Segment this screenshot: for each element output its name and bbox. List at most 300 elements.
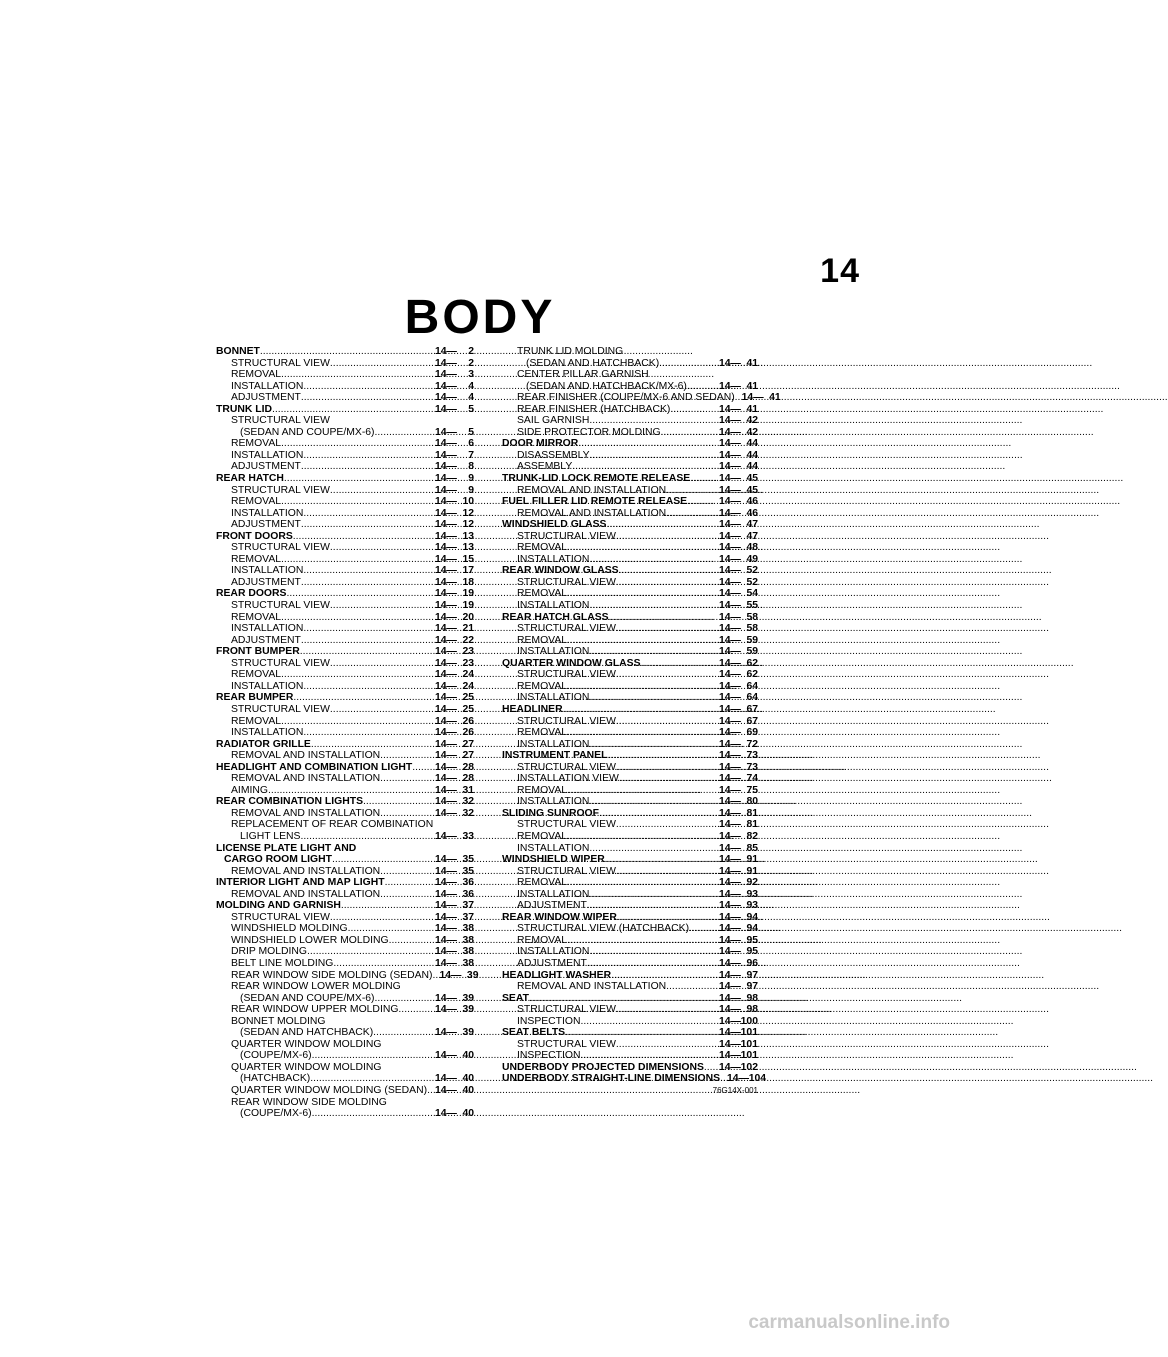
page-prefix: 14— bbox=[435, 438, 457, 450]
dot-leader bbox=[380, 750, 432, 762]
toc-entry-title: REAR BUMPER bbox=[216, 692, 294, 704]
toc-entry-title: (HATCHBACK) bbox=[240, 1073, 311, 1085]
dot-leader bbox=[301, 577, 432, 589]
page-reference bbox=[432, 762, 474, 774]
toc-entry bbox=[216, 704, 474, 716]
page-prefix: 14— bbox=[435, 565, 457, 577]
page-reference bbox=[432, 773, 474, 785]
page-reference bbox=[432, 912, 474, 924]
toc-entry-title: REAR WINDOW SIDE MOLDING (SEDAN) bbox=[231, 969, 433, 981]
toc-entry bbox=[502, 438, 758, 450]
toc-entry-title: (SEDAN AND HATCHBACK/MX-6) bbox=[526, 380, 687, 392]
toc-entry-title: REMOVAL AND INSTALLATION bbox=[231, 888, 381, 900]
page-prefix: 14— bbox=[435, 623, 457, 635]
toc-entry bbox=[216, 612, 474, 624]
page-prefix: 14— bbox=[719, 530, 741, 542]
dot-leader bbox=[587, 900, 716, 912]
page-number: 19 bbox=[462, 600, 474, 612]
page-number: 12 bbox=[462, 507, 474, 519]
page-number: 41 bbox=[769, 392, 781, 404]
toc-entry-title: REMOVAL bbox=[231, 553, 282, 565]
dot-leader bbox=[616, 531, 716, 543]
page-reference bbox=[432, 808, 474, 820]
page-prefix: 14— bbox=[435, 346, 457, 357]
toc-entry-title: FUEL FILLER LID REMOTE RELEASE bbox=[502, 496, 688, 508]
page-number: 101 bbox=[740, 1027, 758, 1039]
toc-entry-title: RADIATOR GRILLE bbox=[216, 738, 311, 750]
toc-entry bbox=[216, 958, 474, 970]
dot-leader bbox=[567, 877, 716, 889]
page-prefix: 14— bbox=[719, 877, 741, 889]
page-prefix: 14— bbox=[719, 727, 741, 739]
toc-entry bbox=[216, 496, 474, 508]
toc-entry bbox=[216, 808, 474, 820]
toc-entry bbox=[216, 485, 474, 497]
page-reference bbox=[432, 519, 474, 531]
page-number: 82 bbox=[746, 830, 758, 842]
page-reference bbox=[716, 658, 758, 670]
dot-leader bbox=[281, 496, 432, 508]
page-reference bbox=[716, 854, 758, 866]
dot-leader bbox=[363, 796, 432, 808]
page-prefix: 14— bbox=[741, 392, 764, 404]
dot-leader bbox=[616, 669, 716, 681]
toc-entry bbox=[216, 646, 474, 658]
toc-entry-title: STRUCTURAL VIEW bbox=[517, 623, 616, 635]
page-number: 93 bbox=[746, 888, 758, 900]
page-number: 35 bbox=[462, 865, 474, 877]
page-reference bbox=[432, 739, 474, 751]
page-reference bbox=[432, 716, 474, 728]
page-reference bbox=[432, 900, 474, 912]
toc-entry bbox=[216, 427, 474, 439]
toc-entry-title: STRUCTURAL VIEW bbox=[231, 357, 330, 369]
page-number: 9 bbox=[468, 473, 474, 485]
toc-entry bbox=[216, 600, 474, 612]
page-number: 97 bbox=[746, 969, 758, 981]
toc-entry-title: STRUCTURAL VIEW bbox=[517, 1038, 616, 1050]
page-number: 4 bbox=[468, 380, 474, 392]
page-number: 95 bbox=[746, 946, 758, 958]
toc-entry-title: STRUCTURAL VIEW (HATCHBACK) bbox=[517, 923, 690, 935]
dot-leader bbox=[380, 773, 432, 785]
page-reference bbox=[432, 1004, 474, 1016]
toc-entry bbox=[502, 889, 758, 901]
page-reference bbox=[432, 612, 474, 624]
page-reference bbox=[432, 461, 474, 473]
page-reference bbox=[724, 1073, 766, 1085]
page-prefix: 14— bbox=[719, 357, 741, 369]
toc-entry bbox=[502, 1062, 758, 1074]
toc-entry bbox=[216, 404, 474, 416]
page-prefix: 14— bbox=[435, 634, 457, 646]
page-reference bbox=[432, 946, 474, 958]
toc-entry-title: STRUCTURAL VIEW bbox=[231, 415, 330, 427]
page-prefix: 14— bbox=[435, 946, 457, 958]
page-prefix: 14— bbox=[719, 842, 741, 854]
toc-entry bbox=[502, 392, 781, 404]
toc-entry-title: REAR WINDOW WIPER bbox=[502, 911, 617, 923]
toc-entry-title: REMOVAL AND INSTALLATION bbox=[231, 773, 381, 785]
page-number: 20 bbox=[462, 611, 474, 623]
page-prefix: 14— bbox=[435, 542, 457, 554]
page-prefix: 14— bbox=[435, 1073, 457, 1085]
page-number: 38 bbox=[462, 946, 474, 958]
page-number: 52 bbox=[746, 565, 758, 577]
page-reference bbox=[716, 866, 758, 878]
page-prefix: 14— bbox=[719, 461, 741, 473]
toc-entry-title: INSTALLATION bbox=[517, 946, 590, 958]
page-reference bbox=[716, 635, 758, 647]
toc-entry bbox=[216, 623, 474, 635]
dot-leader bbox=[589, 692, 716, 704]
page-number: 64 bbox=[746, 680, 758, 692]
toc-entry bbox=[502, 658, 758, 670]
toc-entry-title: QUARTER WINDOW GLASS bbox=[502, 657, 641, 669]
page-reference bbox=[716, 415, 758, 427]
page-prefix: 14— bbox=[719, 796, 741, 808]
page-prefix: 14— bbox=[435, 357, 457, 369]
toc-entry bbox=[216, 450, 474, 462]
toc-entry bbox=[216, 508, 474, 520]
dot-leader bbox=[589, 739, 716, 751]
page-number: 27 bbox=[462, 750, 474, 762]
page-prefix: 14— bbox=[435, 496, 457, 508]
page-prefix: 14— bbox=[435, 588, 457, 600]
page-number: 26 bbox=[462, 727, 474, 739]
toc-entry bbox=[216, 565, 474, 577]
page-reference bbox=[716, 450, 758, 462]
page-reference bbox=[432, 427, 474, 439]
toc-entry bbox=[216, 1062, 474, 1074]
page-number: 24 bbox=[462, 669, 474, 681]
page-number: 54 bbox=[746, 588, 758, 600]
page-number: 46 bbox=[746, 507, 758, 519]
dot-leader bbox=[341, 900, 432, 912]
page-reference bbox=[716, 912, 758, 924]
page-number: 5 bbox=[468, 426, 474, 438]
page-reference bbox=[432, 646, 474, 658]
page-reference bbox=[716, 843, 758, 855]
page-number: 81 bbox=[746, 819, 758, 831]
page-prefix: 14— bbox=[435, 957, 457, 969]
page-number: 91 bbox=[746, 854, 758, 866]
page-reference bbox=[716, 704, 758, 716]
toc-entry-title: QUARTER WINDOW MOLDING (SEDAN) bbox=[231, 1085, 428, 1096]
toc-entry bbox=[216, 762, 474, 774]
toc-entry bbox=[502, 577, 758, 589]
page-reference bbox=[432, 831, 474, 843]
dot-leader bbox=[616, 866, 716, 878]
toc-entry bbox=[216, 681, 474, 693]
page-number: 81 bbox=[746, 807, 758, 819]
toc-entry bbox=[502, 358, 758, 370]
page-number: 37 bbox=[462, 911, 474, 923]
dot-leader bbox=[332, 854, 432, 866]
page-reference bbox=[432, 588, 474, 600]
toc-entry-title: STRUCTURAL VIEW bbox=[231, 911, 330, 923]
dot-leader bbox=[607, 519, 717, 531]
page-prefix: 14— bbox=[435, 830, 457, 842]
toc-entry bbox=[216, 1016, 474, 1028]
dot-leader bbox=[375, 427, 432, 439]
dot-leader bbox=[330, 704, 432, 716]
dot-leader bbox=[666, 508, 716, 520]
dot-leader bbox=[611, 970, 716, 982]
page-number: 59 bbox=[746, 634, 758, 646]
toc-entry-title: SEAT bbox=[502, 992, 529, 1004]
page-prefix: 14— bbox=[719, 934, 741, 946]
page-number: 7 bbox=[468, 449, 474, 461]
toc-entry bbox=[216, 750, 474, 762]
page-number: 47 bbox=[746, 519, 758, 531]
page-reference bbox=[716, 600, 758, 612]
toc-entry-title: ADJUSTMENT bbox=[231, 461, 301, 473]
page-reference bbox=[432, 877, 474, 889]
page-prefix: 14— bbox=[719, 761, 741, 773]
page-reference bbox=[432, 796, 474, 808]
page-number: 85 bbox=[746, 842, 758, 854]
dot-leader bbox=[589, 843, 716, 855]
toc-right-column bbox=[502, 346, 781, 1085]
dot-leader bbox=[619, 565, 716, 577]
page-reference bbox=[716, 1016, 758, 1028]
page-reference bbox=[716, 993, 758, 1005]
page-prefix: 14— bbox=[435, 507, 457, 519]
page-prefix: 14— bbox=[719, 784, 741, 796]
dot-leader bbox=[268, 785, 432, 797]
toc-entry-title: REMOVAL AND INSTALLATION bbox=[231, 807, 381, 819]
page-prefix: 14— bbox=[719, 773, 741, 785]
toc-entry-title: REAR WINDOW SIDE MOLDING bbox=[231, 1096, 387, 1108]
page-prefix: 14— bbox=[435, 784, 457, 796]
page-reference bbox=[432, 635, 474, 647]
toc-entry bbox=[216, 969, 479, 982]
dot-leader bbox=[590, 450, 716, 462]
page-prefix: 14— bbox=[435, 923, 457, 935]
page-number: 38 bbox=[462, 934, 474, 946]
page-number: 64 bbox=[746, 692, 758, 704]
page-reference bbox=[716, 970, 758, 982]
page-number: 33 bbox=[462, 830, 474, 842]
toc-entry-title: (SEDAN AND COUPE/MX-6) bbox=[240, 992, 375, 1004]
toc-entry-title: ADJUSTMENT bbox=[231, 519, 301, 531]
toc-entry bbox=[502, 785, 758, 797]
toc-entry-title: INSTALLATION bbox=[231, 623, 304, 635]
toc-entry-title: REMOVAL bbox=[517, 830, 568, 842]
page-prefix: 14— bbox=[435, 761, 457, 773]
dot-leader bbox=[293, 531, 432, 543]
toc-entry bbox=[216, 392, 474, 404]
dot-leader bbox=[609, 612, 716, 624]
toc-entry bbox=[216, 381, 474, 393]
page-number: 67 bbox=[746, 715, 758, 727]
page-number: 62 bbox=[746, 657, 758, 669]
page-reference bbox=[716, 1027, 758, 1039]
toc-left-column bbox=[216, 346, 479, 1120]
toc-entry-title: REMOVAL bbox=[231, 438, 282, 450]
toc-entry-title: INSTALLATION bbox=[517, 842, 590, 854]
dot-leader bbox=[303, 508, 432, 520]
dot-leader bbox=[572, 461, 716, 473]
toc-entry bbox=[502, 404, 758, 416]
page-prefix: 14— bbox=[435, 576, 457, 588]
toc-entry bbox=[216, 877, 474, 889]
page-prefix: 14— bbox=[435, 854, 457, 866]
toc-entry bbox=[216, 531, 474, 543]
page-reference bbox=[716, 623, 758, 635]
toc-entry-title: (SEDAN AND HATCHBACK) bbox=[240, 1027, 374, 1039]
page-reference bbox=[436, 970, 478, 982]
page-reference bbox=[716, 762, 758, 774]
dot-leader bbox=[641, 658, 716, 670]
page-reference bbox=[716, 785, 758, 797]
dot-leader bbox=[605, 854, 716, 866]
page-number: 6 bbox=[468, 438, 474, 450]
page-number: 10 bbox=[462, 496, 474, 508]
toc-entry bbox=[502, 554, 758, 566]
page-reference bbox=[432, 923, 474, 935]
toc-entry-title: REAR WINDOW UPPER MOLDING bbox=[231, 1004, 399, 1016]
page-number: 37 bbox=[462, 900, 474, 912]
page-number: 8 bbox=[468, 461, 474, 473]
page-reference bbox=[716, 381, 758, 393]
page-reference bbox=[432, 1027, 474, 1039]
toc-entry bbox=[502, 346, 758, 358]
toc-entry bbox=[502, 1050, 758, 1062]
page-prefix: 14— bbox=[435, 392, 457, 404]
toc-entry bbox=[216, 554, 474, 566]
page-number: 23 bbox=[462, 657, 474, 669]
toc-entry-title: STRUCTURAL VIEW bbox=[231, 484, 330, 496]
toc-entry-title: STRUCTURAL VIEW bbox=[231, 703, 330, 715]
page-prefix: 14— bbox=[435, 611, 457, 623]
toc-entry-title: STRUCTURAL VIEW bbox=[517, 530, 616, 542]
page-prefix: 14— bbox=[719, 507, 741, 519]
dot-leader bbox=[380, 866, 432, 878]
toc-entry-title: ADJUSTMENT bbox=[231, 576, 301, 588]
page-prefix: 14— bbox=[719, 553, 741, 565]
page-number: 39 bbox=[462, 992, 474, 1004]
dot-leader bbox=[670, 404, 716, 416]
toc-entry-title: CARGO ROOM LIGHT bbox=[224, 854, 332, 866]
toc-entry-title: QUARTER WINDOW MOLDING bbox=[231, 1061, 382, 1073]
page-prefix: 14— bbox=[435, 403, 457, 415]
page-reference bbox=[716, 889, 758, 901]
page-reference bbox=[739, 392, 781, 404]
page-prefix: 14— bbox=[719, 646, 741, 658]
dot-leader bbox=[301, 461, 432, 473]
page-reference bbox=[716, 1039, 758, 1051]
toc-entry-title: REAR DOORS bbox=[216, 588, 287, 600]
dot-leader bbox=[385, 877, 432, 889]
toc-entry bbox=[502, 716, 758, 728]
toc-entry bbox=[216, 369, 474, 381]
toc-entry-title: BELT LINE MOLDING bbox=[231, 957, 334, 969]
page-number: 98 bbox=[746, 992, 758, 1004]
page-prefix: 14— bbox=[435, 1004, 457, 1016]
page-prefix: 14— bbox=[719, 854, 741, 866]
page-prefix: 14— bbox=[435, 426, 457, 438]
page-number: 35 bbox=[462, 854, 474, 866]
page-prefix: 14— bbox=[435, 865, 457, 877]
toc-entry-title: INSTALLATION bbox=[231, 727, 304, 739]
toc-entry bbox=[216, 1073, 474, 1085]
toc-entry-title: REMOVAL bbox=[231, 669, 282, 681]
page-prefix: 14— bbox=[435, 877, 457, 889]
dot-leader bbox=[281, 438, 432, 450]
toc-entry-title: WINDSHIELD WIPER bbox=[502, 854, 605, 866]
page-number: 80 bbox=[746, 796, 758, 808]
page-prefix: 14— bbox=[719, 496, 741, 508]
page-reference bbox=[716, 750, 758, 762]
page-number: 28 bbox=[462, 761, 474, 773]
toc-entry bbox=[216, 716, 474, 728]
page-prefix: 14— bbox=[719, 415, 741, 427]
toc-entry-title: DOOR MIRROR bbox=[502, 438, 579, 450]
dot-leader bbox=[301, 392, 432, 404]
dot-leader bbox=[581, 1016, 716, 1028]
page-number: 49 bbox=[746, 553, 758, 565]
page-number: 21 bbox=[462, 623, 474, 635]
page-number: 38 bbox=[462, 957, 474, 969]
page-reference bbox=[716, 404, 758, 416]
page-reference bbox=[432, 508, 474, 520]
page-prefix: 14— bbox=[435, 992, 457, 1004]
dot-leader bbox=[312, 1108, 432, 1120]
toc-entry-title: BONNET MOLDING bbox=[231, 1015, 326, 1027]
toc-entry bbox=[216, 415, 474, 427]
dot-leader bbox=[303, 681, 432, 693]
dot-leader bbox=[704, 1062, 716, 1074]
page-prefix: 14— bbox=[435, 380, 457, 392]
page-number: 93 bbox=[746, 900, 758, 912]
page-reference bbox=[716, 819, 758, 831]
page-reference bbox=[716, 427, 758, 439]
toc-entry bbox=[502, 993, 758, 1005]
dot-leader bbox=[616, 819, 716, 831]
page-prefix: 14— bbox=[435, 449, 457, 461]
page-number: 96 bbox=[746, 957, 758, 969]
toc-entry bbox=[502, 796, 758, 808]
toc-entry-title: INSTALLATION VIEW bbox=[517, 773, 619, 785]
toc-entry bbox=[216, 819, 474, 831]
toc-entry bbox=[216, 739, 474, 751]
page-reference bbox=[716, 473, 758, 485]
toc-entry-title: REMOVAL AND INSTALLATION bbox=[517, 484, 667, 496]
toc-entry-title: STRUCTURAL VIEW bbox=[231, 542, 330, 554]
toc-entry-title: REMOVAL bbox=[517, 934, 568, 946]
dot-leader bbox=[373, 1027, 432, 1039]
page-number: 73 bbox=[746, 761, 758, 773]
page-number: 45 bbox=[746, 473, 758, 485]
toc-entry bbox=[216, 1027, 474, 1039]
page-prefix: 14— bbox=[435, 934, 457, 946]
toc-entry-title: FRONT BUMPER bbox=[216, 646, 300, 658]
toc-entry-title: INSTALLATION bbox=[231, 680, 304, 692]
dot-leader bbox=[589, 646, 716, 658]
dot-leader bbox=[567, 831, 716, 843]
toc-entry bbox=[502, 473, 758, 485]
dot-leader bbox=[333, 958, 432, 970]
page-number: 97 bbox=[746, 981, 758, 993]
toc-entry-title: REAR FINISHER (COUPE/MX-6 AND SEDAN) bbox=[517, 392, 735, 404]
toc-entry-title: INSTALLATION bbox=[517, 646, 590, 658]
toc-entry-title: REMOVAL AND INSTALLATION bbox=[231, 750, 381, 762]
toc-entry bbox=[502, 773, 758, 785]
page-reference bbox=[716, 946, 758, 958]
toc-entry bbox=[216, 588, 474, 600]
